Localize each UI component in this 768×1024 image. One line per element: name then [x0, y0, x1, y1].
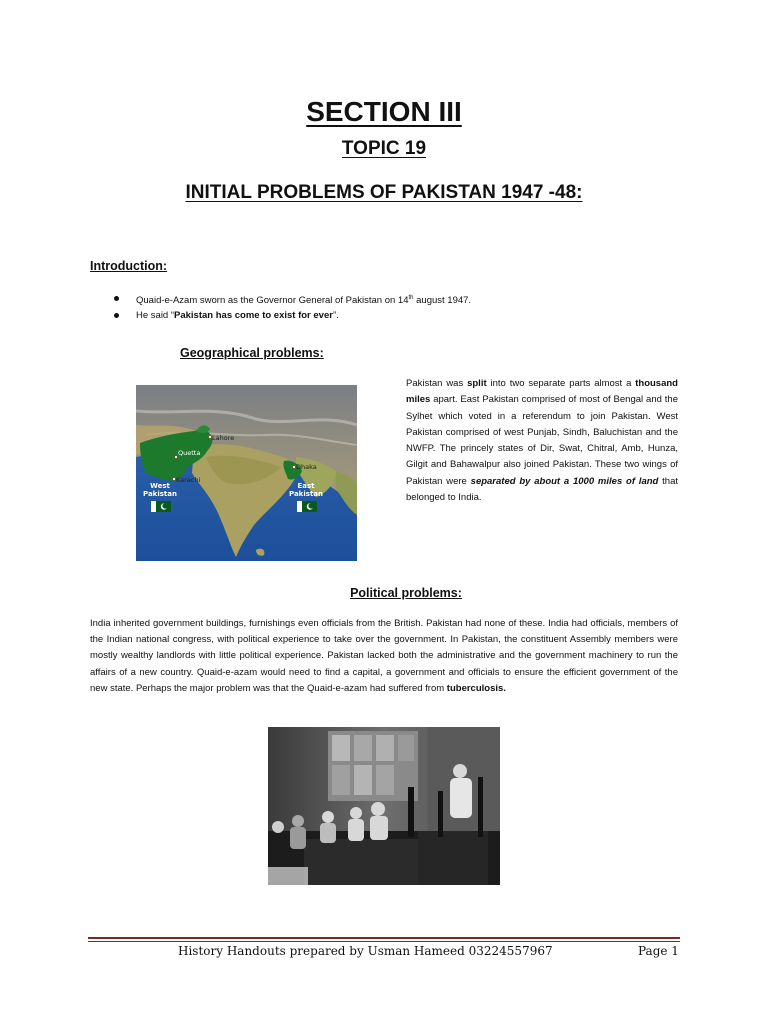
- bullet-text: Quaid-e-Azam sworn as the Governor General of Pakistan on 14: [136, 295, 409, 307]
- topic-heading: TOPIC 19: [341, 138, 427, 159]
- bullet-text: august 1947.: [413, 295, 472, 307]
- map-label-east: Pakistan: [289, 490, 323, 498]
- introduction-list: [112, 290, 471, 324]
- list-item: [112, 290, 471, 307]
- quote-bold: Pakistan has come to exist for ever: [174, 310, 333, 321]
- geographical-heading: Geographical problems:: [180, 346, 324, 360]
- bullet-icon: [114, 313, 119, 318]
- political-heading: Political problems:: [350, 586, 462, 600]
- introduction-heading: Introduction:: [90, 259, 168, 273]
- bullet-text: ”.: [332, 310, 339, 321]
- bullet-text: He said “: [136, 310, 175, 321]
- bullet-icon: [114, 296, 119, 301]
- map-label-quetta: Quetta: [178, 449, 201, 457]
- map-label-west: West: [150, 482, 170, 490]
- page-number: Page 1: [638, 944, 679, 958]
- map-label-east: East: [297, 482, 315, 490]
- map-label-karachi: Karachi: [176, 476, 201, 484]
- list-item: [112, 307, 471, 324]
- political-paragraph: India inherited government buildings, furnishings even officials from the British. Pakistan had none of these. India had officials, members of the Indian national congress, with political experience to take over the government. In Pakistan, the constituent Assembly members were mostly wealthy landlords with little political experience. Pakistan lacked both the administrative and the government machinery to run the affairs of a new country. Quaid-e-azam would need to find a capital, a government and officials to ensure the efficient government of the new state. Perhaps the major problem was that the Quaid-e-azam had suffered from tuberculosis.: [90, 618, 678, 694]
- map-label-lahore: Lahore: [212, 434, 235, 442]
- map-label-dhaka: Dhaka: [296, 463, 317, 471]
- pakistan-flag-icon: [151, 501, 171, 512]
- footer-rule: [88, 937, 680, 939]
- page-title: INITIAL PROBLEMS OF PAKISTAN 1947 -48:: [185, 182, 583, 203]
- geographical-paragraph: Pakistan was split into two separate parts almost a thousand miles apart. East Pakistan comprised of most of Bengal and the Sylhet which voted in a referendum to join Pakistan. West Pakistan comprised of west Punjab, Sindh, Baluchistan and the NWFP. The princely states of Dir, Swat, Chitral, Amb, Hunza, Gilgit and Bahawalpur also joined Pakistan. These two wings of Pakistan were separated by about a 1000 miles of land that belonged to India.: [406, 378, 678, 504]
- historical-photo: [268, 727, 500, 885]
- ordinal-suffix: th: [408, 295, 414, 301]
- section-heading: SECTION III: [306, 96, 462, 127]
- footer-rule: [88, 941, 680, 942]
- footer-credit: History Handouts prepared by Usman Hameed 03224557967: [178, 944, 553, 958]
- map-image: [136, 385, 357, 561]
- map-label-west: Pakistan: [143, 490, 177, 498]
- pakistan-flag-icon: [297, 501, 317, 512]
